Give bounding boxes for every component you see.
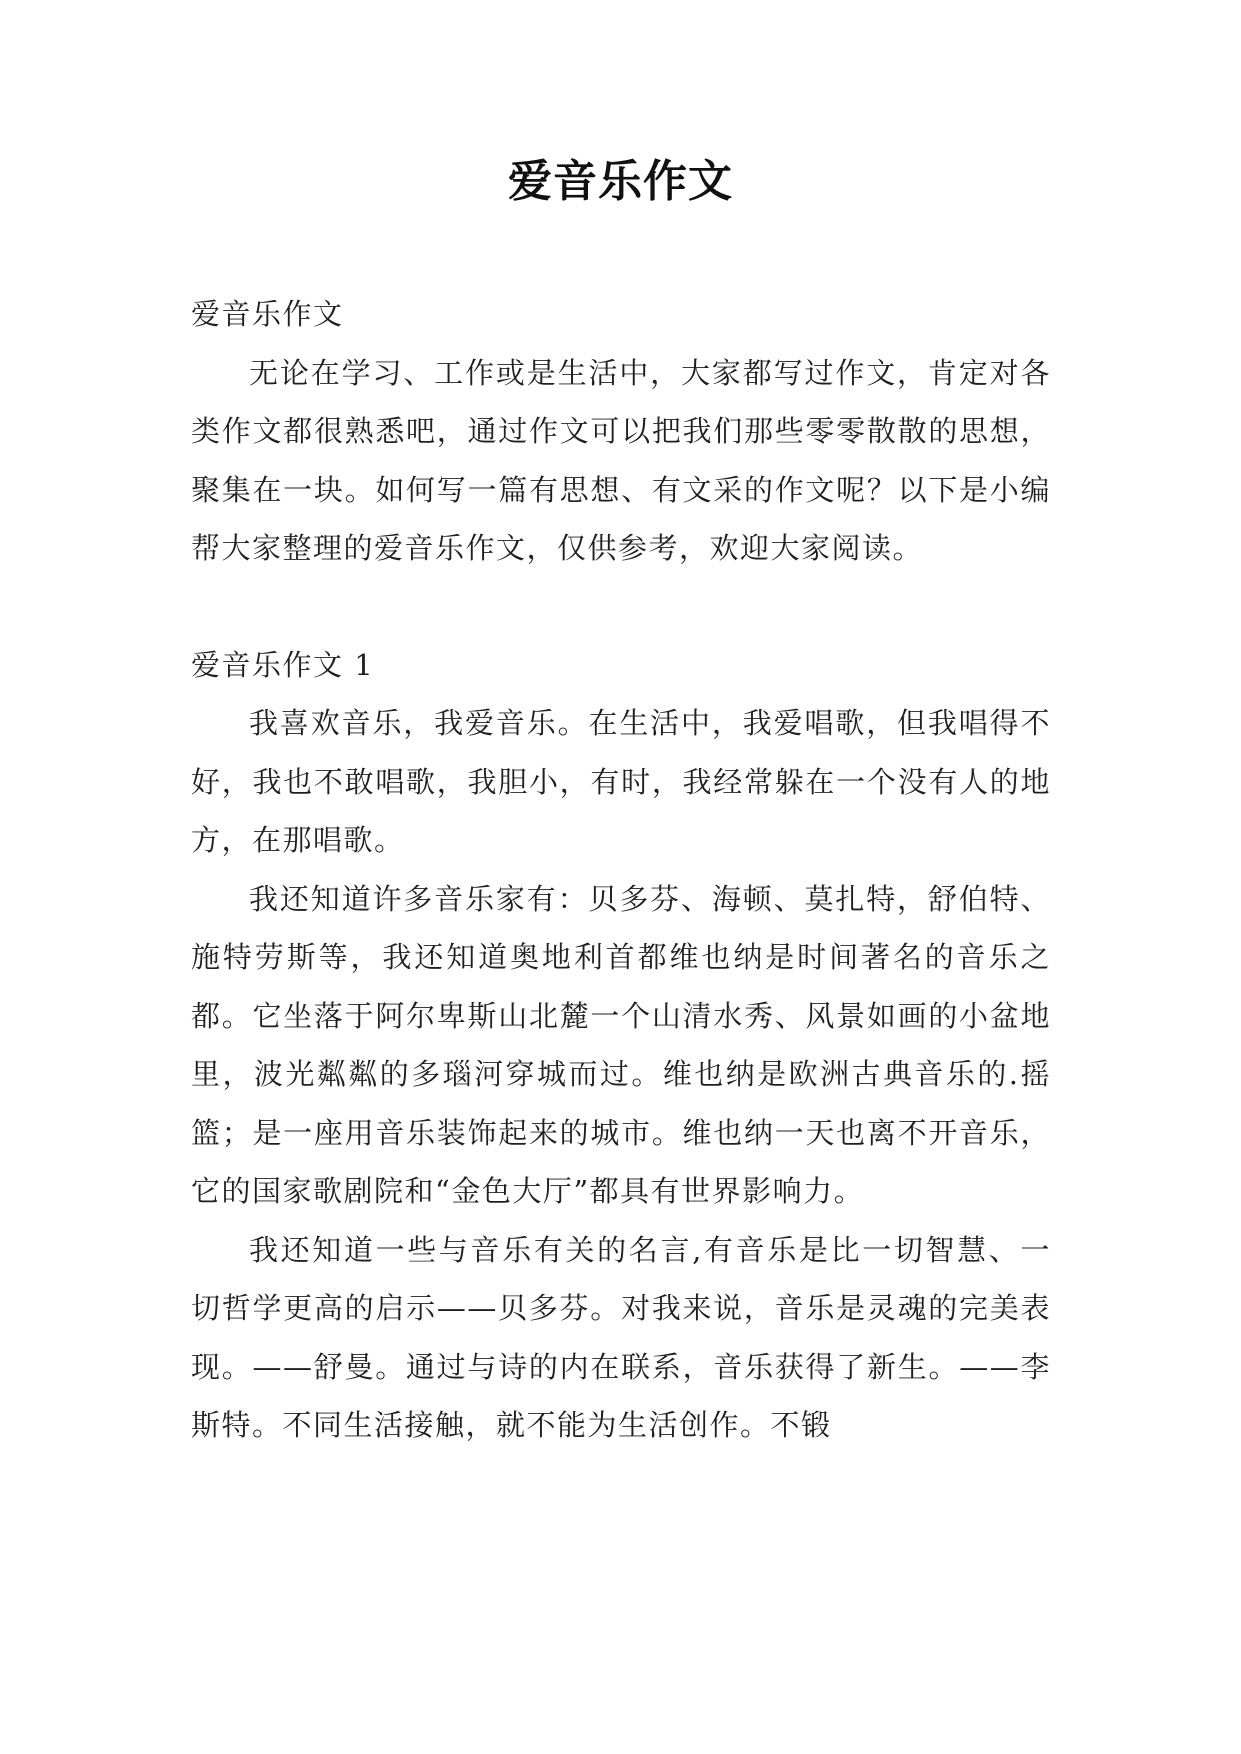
section-spacer — [191, 578, 1051, 636]
document-title: 爱音乐作文 — [508, 156, 733, 207]
intro-paragraph: 无论在学习、工作或是生活中，大家都写过作文，肯定对各类作文都很熟悉吧，通过作文可以把我们那些零零散散的思想，聚集在一块。如何写一篇有思想、有文采的作文呢？以下是小编帮大家整理的爱音乐作文，仅供参考，欢迎大家阅读。 — [191, 355, 1051, 565]
section1-heading: 爱音乐作文 1 — [191, 647, 375, 682]
intro-heading: 爱音乐作文 — [191, 297, 344, 331]
section1-paragraph-1: 我喜欢音乐，我爱音乐。在生活中，我爱唱歌，但我唱得不好，我也不敢唱歌，我胆小，有时，我经常躲在一个没有人的地方，在那唱歌。 — [191, 706, 1051, 857]
section1-paragraph-3: 我还知道一些与音乐有关的名言,有音乐是比一切智慧、一切哲学更高的启示——贝多芬。对我来说，音乐是灵魂的完美表现。——舒曼。通过与诗的内在联系，音乐获得了新生。——李斯特。不同生活接触，就不能为生活创作。不锻 — [191, 1232, 1051, 1442]
document-body — [191, 285, 1051, 1455]
section1-paragraph-2: 我还知道许多音乐家有：贝多芬、海顿、莫扎特，舒伯特、施特劳斯等，我还知道奥地利首都维也纳是时间著名的音乐之都。它坐落于阿尔卑斯山北麓一个山清水秀、风景如画的小盆地里，波光粼粼的多瑙河穿城而过。维也纳是欧洲古典音乐的.摇篮；是一座用音乐装饰起来的城市。维也纳一天也离不开音乐，它的国家歌剧院和“金色大厅”都具有世界影响力。 — [191, 881, 1051, 1208]
